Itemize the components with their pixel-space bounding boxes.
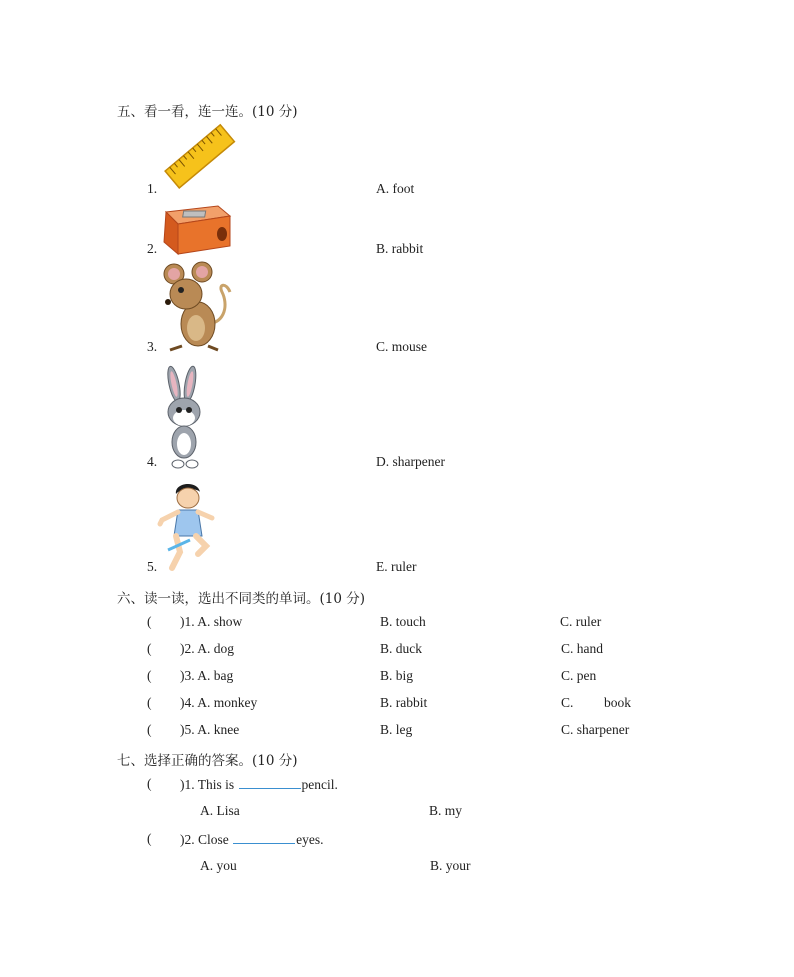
q7-1-question [180, 776, 338, 793]
q6-1-option-c: C. ruler [560, 614, 602, 629]
q6-4-option-b: B. rabbit [380, 695, 428, 710]
item-number-4: 4. [147, 454, 158, 469]
q7-2-suffix: eyes. [296, 832, 324, 847]
q7-2-option-b: B. your [430, 858, 471, 873]
option-b: B. rabbit [376, 241, 424, 256]
q6-5-option-c: C. sharpener [561, 722, 630, 737]
item-number-1: 1. [147, 181, 158, 196]
q6-4-option-c-word: book [604, 695, 631, 710]
q7-1-option-b: B. my [429, 803, 463, 818]
option-d: D. sharpener [376, 454, 445, 469]
q7-1-prefix: )1. This is [180, 777, 238, 792]
q6-4-option-a: )4. A. monkey [180, 695, 258, 710]
item-number-3: 3. [147, 339, 158, 354]
q6-1-paren: ( [147, 614, 152, 629]
q6-3-option-b: B. big [380, 668, 414, 683]
section5-heading: 五、看一看，连一连。(10 分) [117, 104, 298, 120]
q7-2-paren: ( [147, 831, 152, 846]
q6-4-option-c: C. [561, 695, 574, 710]
q6-3-paren: ( [147, 668, 152, 683]
mouse-picture [160, 262, 234, 354]
section7-heading: 七、选择正确的答案。(10 分) [117, 753, 298, 769]
sharpener-picture [160, 198, 234, 256]
answer-blank [239, 776, 301, 789]
q6-3-option-c: C. pen [561, 668, 597, 683]
boy-kicking-picture [158, 480, 218, 576]
ruler-picture [160, 120, 238, 195]
q6-2-option-b: B. duck [380, 641, 422, 656]
q6-1-option-a: )1. A. show [180, 614, 243, 629]
section6-heading: 六、读一读，选出不同类的单词。(10 分) [117, 591, 366, 607]
q7-1-paren: ( [147, 776, 152, 791]
answer-blank [233, 831, 295, 844]
q7-2-option-a: A. you [200, 858, 237, 873]
q6-4-paren: ( [147, 695, 152, 710]
q6-2-paren: ( [147, 641, 152, 656]
item-number-2: 2. [147, 241, 158, 256]
rabbit-picture [160, 366, 216, 470]
q6-5-option-b: B. leg [380, 722, 413, 737]
q7-1-suffix: pencil. [301, 777, 338, 792]
option-e: E. ruler [376, 559, 417, 574]
q6-2-option-a: )2. A. dog [180, 641, 234, 656]
q7-2-prefix: )2. Close [180, 832, 233, 847]
item-number-5: 5. [147, 559, 158, 574]
q7-2-question [180, 831, 324, 848]
q6-5-option-a: )5. A. knee [180, 722, 240, 737]
q6-5-paren: ( [147, 722, 152, 737]
option-c: C. mouse [376, 339, 428, 354]
option-a: A. foot [376, 181, 415, 196]
q6-2-option-c: C. hand [561, 641, 603, 656]
q6-1-option-b: B. touch [380, 614, 426, 629]
q6-3-option-a: )3. A. bag [180, 668, 234, 683]
q7-1-option-a: A. Lisa [200, 803, 240, 818]
